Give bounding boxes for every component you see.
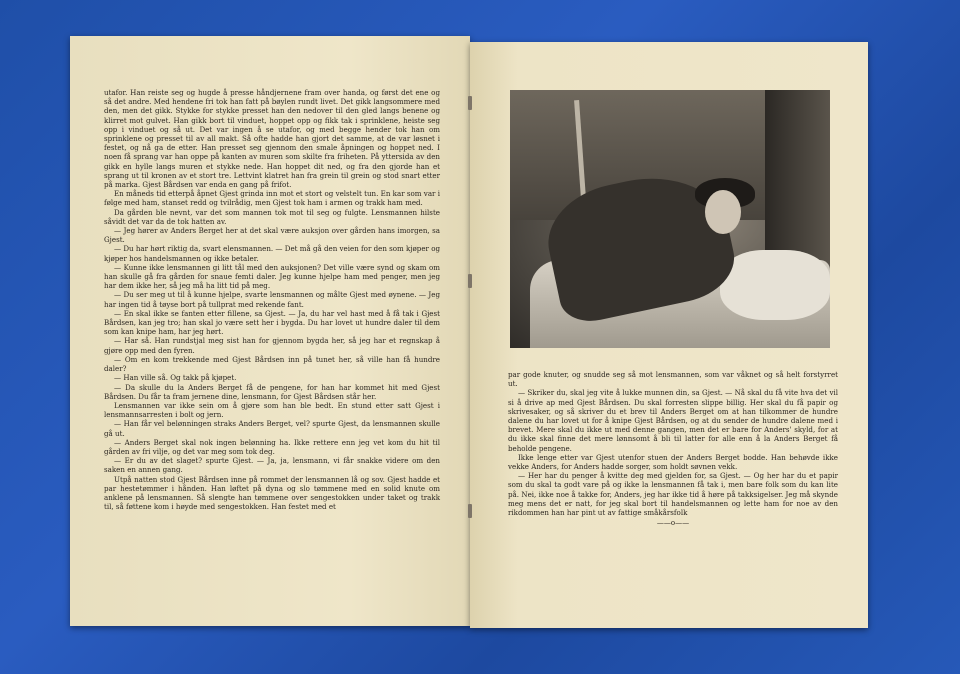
paragraph: Lensmannen var ikke sein om å gjøre som han ble bedt. En stund etter satt Gjest i lensmannsarresten i bolt og jern. bbox=[104, 400, 440, 420]
left-page bbox=[70, 36, 470, 626]
paragraph: — Jeg hører av Anders Berget her at det skal være auksjon over gården hans imorgen, sa Gjest. bbox=[104, 226, 440, 245]
paragraph: En måneds tid etterpå åpnet Gjest grinda inn mot et stort og velstelt tun. En kar som var i følge med ham, stanset redd og tvilrådig, men Gjest tok ham i armen og trakk ham med. bbox=[104, 189, 440, 208]
paragraph: — Har så. Han rundstjal meg sist han for gjennom bygda her, så jeg har et regnskap å gjøre opp med den fyren. bbox=[104, 336, 440, 355]
paragraph: — Om en kom trekkende med Gjest Bårdsen inn på tunet her, så ville han få hundre daler? bbox=[104, 354, 440, 374]
paragraph: — En skal ikke se fanten etter fillene, sa Gjest. — Ja, du har vel hast med å få tak i Gjest Bårdsen, kan jeg tro; han skal jo være sett her i bygda. Du har lovet ut hundre daler til dem som kan knipe ham, har jeg hørt. bbox=[104, 308, 440, 337]
paragraph: — Du ser meg ut til å kunne hjelpe, svarte lensmannen og målte Gjest med øynene. — Jeg har ingen tid å tøyse bort på tullprat med rekende fant. bbox=[104, 290, 440, 309]
paragraph: — Du har hørt riktig da, svart elensmannen. — Det må gå den veien for den som kjøper og kjøper hos handelsmannen og ikke betaler. bbox=[104, 244, 441, 263]
end-divider: ——o—— bbox=[656, 519, 690, 528]
paragraph: — Han får vel belønningen straks Anders Berget, vel? spurte Gjest, da lensmannen skulle gå ut. bbox=[104, 419, 440, 438]
paragraph: — Da skulle du la Anders Berget få de pengene, for han har kommet hit med Gjest Bårdsen. Du får ta fram jernene dine, lensmann, for Gjest Bårdsen står her. bbox=[104, 382, 440, 401]
staple bbox=[468, 504, 472, 518]
illustration-photo bbox=[510, 90, 830, 348]
paragraph: par gode knuter, og snudde seg så mot lensmannen, som var våknet og så helt forstyrret ut. bbox=[508, 370, 838, 389]
paragraph: — Han ville så. Og takk på kjøpet. bbox=[114, 373, 237, 383]
right-page-text bbox=[508, 370, 838, 528]
paragraph: — Her har du penger å kvitte deg med gjelden for, sa Gjest. — Og her har du et papir som du skal ta godt vare på og ikke la lensmannen få tak i, men bare folk som du kan lite på. Nei, ikke noe å takke for, Anders, jeg har ikke tid å høre på takksigelser. Jeg må skynde meg mens det er natt, for jeg skal bort til handelsmannen og lette ham for noe av den rikdommen han har pint ut av fattige småkårsfolk bbox=[508, 471, 838, 518]
paragraph: — Anders Berget skal nok ingen belønning ha. Ikke rettere enn jeg vet kom du hit til gården av fri vilje, og det var meg som tok deg. bbox=[104, 437, 440, 456]
open-booklet bbox=[70, 34, 870, 628]
paragraph: utafor. Han reiste seg og hugde å presse håndjernene fram over handa, og først det ene og så det andre. Med hendene fri tok han fatt på bøylen rundt livet. Det gikk langsommere med den, men det gikk. Stykke for stykke presset han den nedover til den gled langs benene og klirret mot gulvet. Han gikk bort til vinduet, hoppet opp og fikk tak i sprinklene, heiste seg opp i vinduet og så ut. Det var ingen å se utafor, og med begge hender tok han om sprinklene og presset til av all makt. Så ofte hadde han gjort det samme, at de var løsnet i festet, og nå ga de etter. Han presset seg gjennom den smale åpningen og hoppet ned. I noen få sprang var han oppe på kanten av muren som skilte fra friheten. På yttersida av den gikk en hylle langs muren et stykke nede. Han hoppet dit ned, og fra den gjorde han et sprang ut til kronen av et stort tre. Lettvint klatret han fra grein til grein og stod snart etter på marka. Gjest Bårdsen var enda en gang på frifot. bbox=[104, 88, 440, 190]
paragraph: Utpå natten stod Gjest Bårdsen inne på rommet der lensmannen lå og sov. Gjest hadde et par hestetømmer i hånden. Han løftet på dyna og slo tømmene med en solid knute om anklene på lensmannen. Så slengte han tømmene over sengestokken under taket og trakk til, så føttene kom i høyde med sengestokken. Han festet med et bbox=[104, 474, 440, 512]
staple bbox=[468, 96, 472, 110]
staple bbox=[468, 274, 472, 288]
paragraph: — Kunne ikke lensmannen gi litt tål med den auksjonen? Det ville være synd og skam om han skulle gå fra gården for snaue femti daler. Jeg kunne hjelpe ham med penger, men jeg har dem ikke her, så jeg må ha litt tid på meg. bbox=[104, 262, 440, 291]
left-page-text bbox=[104, 88, 440, 511]
paragraph: Da gården ble nevnt, var det som mannen tok mot til seg og fulgte. Lensmannen hilste såvidt det var da de tok hatten av. bbox=[104, 207, 440, 226]
paragraph: — Skriker du, skal jeg vite å lukke munnen din, sa Gjest. — Nå skal du få vite hva det vil si å drive ap med Gjest Bårdsen. Du skal forresten slippe billig. Her skal du få papir og skrivesaker, og så skriver du et brev til Anders Berget om at han tilkommer de hundre dalene du har lovet ut for å knipe Gjest Bårdsen, og at du sender de hundre dalene med i brevet. Mere skal du ikke ut med denne gangen, men det er bare for Anders' skyld, for at du ikke skal finne det mere lønnsomt å bli til latter for alle enn å la Anders Berget få beholde pengene. bbox=[508, 388, 838, 453]
paragraph: — Er du av det slaget? spurte Gjest. — Ja, ja, lensmann, vi får snakke videre om den saken en annen gang. bbox=[104, 456, 440, 475]
paragraph: Ikke lenge etter var Gjest utenfor stuen der Anders Berget bodde. Han behøvde ikke vekke Anders, for Anders hadde sorger, som holdt søvnen vekk. bbox=[508, 452, 838, 472]
